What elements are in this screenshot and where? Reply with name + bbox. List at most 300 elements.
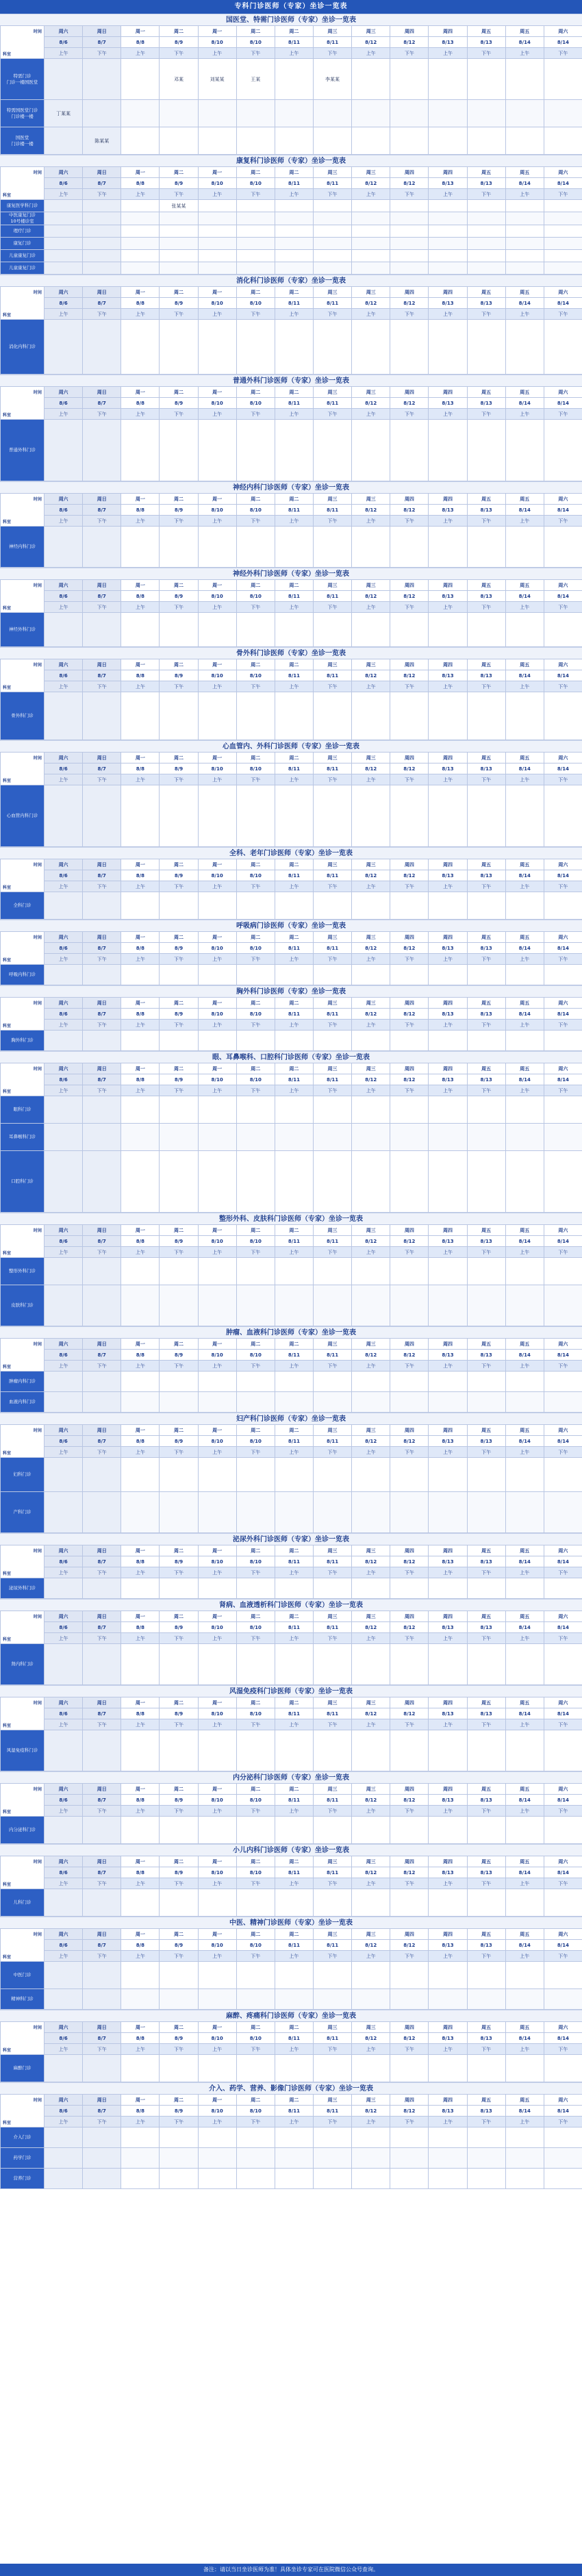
ampm-header: 上午 (429, 516, 467, 527)
clinic-name: 耳鼻喉科门诊 (1, 1124, 45, 1151)
date-header: 8/9 (160, 1009, 198, 1020)
date-header: 8/13 (429, 1556, 467, 1567)
ampm-header: 下午 (83, 516, 121, 527)
ampm-header: 上午 (121, 1806, 160, 1817)
day-header: 周二 (275, 1425, 313, 1436)
date-header: 8/7 (83, 1556, 121, 1567)
schedule-section (0, 1213, 582, 1326)
doctor-cell (467, 1392, 505, 1413)
day-header: 周二 (275, 859, 313, 870)
date-header: 8/13 (467, 1236, 505, 1247)
date-header: 8/11 (275, 1622, 313, 1633)
day-header: 周五 (467, 998, 505, 1009)
ampm-header: 上午 (429, 48, 467, 59)
doctor-cell (313, 1392, 351, 1413)
doctor-cell (83, 1258, 121, 1285)
doctor-cell (121, 127, 160, 155)
doctor-cell (313, 965, 351, 985)
doctor-cell (313, 1096, 351, 1124)
date-header: 8/14 (544, 1236, 582, 1247)
date-header: 8/10 (236, 1556, 275, 1567)
corner-time-label: 时间 (33, 2098, 42, 2103)
date-header: 8/13 (429, 37, 467, 48)
doctor-cell (505, 1644, 544, 1685)
day-header: 周三 (352, 1611, 390, 1622)
ampm-header: 下午 (236, 602, 275, 613)
doctor-cell (467, 127, 505, 155)
section-title: 呼吸病门诊医师（专家）坐诊一览表 (0, 920, 582, 931)
date-header: 8/10 (236, 943, 275, 954)
date-header: 8/6 (45, 398, 83, 409)
date-header: 8/8 (121, 37, 160, 48)
doctor-cell (160, 127, 198, 155)
doctor-cell (313, 1817, 351, 1844)
doctor-cell (83, 59, 121, 100)
day-header: 周一 (121, 2022, 160, 2033)
date-header: 8/11 (313, 1350, 351, 1361)
date-header: 8/13 (467, 943, 505, 954)
ampm-header: 上午 (275, 2117, 313, 2127)
clinic-name: 神经外科门诊 (1, 613, 45, 647)
date-header: 8/13 (467, 763, 505, 774)
doctor-cell (45, 420, 83, 481)
date-header: 8/14 (544, 870, 582, 881)
date-header: 8/10 (198, 1867, 236, 1878)
schedule-section (0, 1917, 582, 2010)
section-title: 神经内科门诊医师（专家）坐诊一览表 (0, 481, 582, 493)
doctor-cell (544, 965, 582, 985)
ampm-header: 下午 (390, 1567, 429, 1578)
corner-time-label: 时间 (33, 935, 42, 940)
ampm-header: 下午 (236, 48, 275, 59)
clinic-name: 内分泌科门诊 (1, 1817, 45, 1844)
day-header: 周三 (313, 2095, 351, 2106)
doctor-cell (544, 1644, 582, 1685)
doctor-cell (544, 262, 582, 275)
ampm-header: 下午 (83, 409, 121, 420)
table-row (1, 250, 582, 262)
clinic-name: 特需门诊 门诊一楼国医堂 (1, 59, 45, 100)
doctor-cell (121, 212, 160, 225)
corner-dept-label: 科室 (3, 606, 12, 611)
doctor-cell (352, 2127, 390, 2148)
date-header: 8/12 (390, 178, 429, 189)
doctor-cell (236, 1817, 275, 1844)
corner-time-label: 时间 (33, 1228, 42, 1233)
doctor-cell (275, 1962, 313, 1989)
table-row (1, 1031, 582, 1051)
corner-time-label: 时间 (33, 1067, 42, 1072)
doctor-cell (429, 1817, 467, 1844)
corner-dept-label: 科室 (3, 1571, 12, 1576)
ampm-header: 下午 (160, 2117, 198, 2127)
doctor-cell (429, 527, 467, 568)
ampm-header: 上午 (121, 1567, 160, 1578)
table-row (1, 1889, 582, 1917)
date-header: 8/13 (429, 1436, 467, 1447)
ampm-header: 下午 (236, 1361, 275, 1372)
day-header: 周六 (544, 1425, 582, 1436)
clinic-name: 全科门诊 (1, 892, 45, 920)
day-header: 周六 (544, 1063, 582, 1074)
date-header: 8/8 (121, 1622, 160, 1633)
date-header: 8/11 (313, 298, 351, 309)
clinic-name: 特需国医堂门诊 门诊楼一楼 (1, 100, 45, 127)
day-header: 周二 (160, 167, 198, 178)
table-row (1, 262, 582, 275)
corner-dept-label: 科室 (3, 885, 12, 890)
doctor-cell (467, 785, 505, 847)
date-header: 8/10 (236, 1795, 275, 1806)
ampm-header: 下午 (390, 681, 429, 692)
day-header: 周三 (352, 753, 390, 763)
day-header: 周三 (352, 1063, 390, 1074)
section-title: 整形外科、皮肤科门诊医师（专家）坐诊一览表 (0, 1213, 582, 1224)
ampm-header: 上午 (198, 1719, 236, 1730)
doctor-cell (160, 420, 198, 481)
doctor-cell (83, 1889, 121, 1917)
date-header: 8/7 (83, 1867, 121, 1878)
doctor-cell (505, 250, 544, 262)
day-header: 周一 (121, 1697, 160, 1708)
doctor-cell (198, 1031, 236, 1051)
ampm-header: 上午 (45, 1633, 83, 1644)
doctor-cell (160, 892, 198, 920)
ampm-header: 下午 (544, 1806, 582, 1817)
doctor-cell (198, 1151, 236, 1213)
ampm-header: 上午 (352, 1361, 390, 1372)
day-header: 周三 (352, 287, 390, 298)
doctor-cell (198, 1730, 236, 1771)
doctor-cell (121, 262, 160, 275)
section-title: 麻醉、疼痛科门诊医师（专家）坐诊一览表 (0, 2010, 582, 2021)
doctor-cell (121, 2055, 160, 2082)
schedule-table (0, 659, 582, 740)
doctor-cell (429, 1124, 467, 1151)
doctor-cell (160, 1889, 198, 1917)
clinic-name: 呼吸内科门诊 (1, 965, 45, 985)
date-header: 8/10 (236, 37, 275, 48)
date-header: 8/11 (275, 1436, 313, 1447)
doctor-cell (45, 59, 83, 100)
doctor-cell (83, 1989, 121, 2010)
doctor-cell (544, 225, 582, 238)
doctor-cell (275, 262, 313, 275)
doctor-cell (83, 100, 121, 127)
doctor-cell (275, 2055, 313, 2082)
doctor-cell (390, 1392, 429, 1413)
date-header: 8/10 (236, 505, 275, 516)
doctor-cell (352, 1031, 390, 1051)
doctor-cell (83, 1458, 121, 1492)
doctor-cell (505, 1031, 544, 1051)
ampm-header: 上午 (352, 1567, 390, 1578)
day-header: 周日 (83, 1339, 121, 1350)
day-header: 周二 (236, 2095, 275, 2106)
doctor-cell (544, 1258, 582, 1285)
doctor-cell (160, 320, 198, 375)
date-header: 8/7 (83, 2033, 121, 2044)
day-header: 周六 (45, 932, 83, 943)
doctor-cell (352, 1889, 390, 1917)
ampm-header: 下午 (160, 1447, 198, 1458)
corner-dept-label: 科室 (3, 1810, 12, 1815)
day-header: 周一 (121, 1063, 160, 1074)
date-header: 8/13 (467, 2106, 505, 2117)
clinic-name: 普通外科门诊 (1, 420, 45, 481)
section-title: 消化科门诊医师（专家）坐诊一览表 (0, 275, 582, 286)
doctor-cell (505, 1962, 544, 1989)
doctor-cell (198, 200, 236, 212)
doctor-cell (352, 1492, 390, 1533)
doctor-cell (352, 200, 390, 212)
date-header: 8/6 (45, 1940, 83, 1951)
ampm-header: 下午 (160, 954, 198, 965)
day-header: 周一 (121, 26, 160, 37)
date-header: 8/11 (275, 1236, 313, 1247)
doctor-cell (429, 250, 467, 262)
ampm-header: 下午 (544, 189, 582, 200)
doctor-cell (45, 2148, 83, 2169)
table-row (1, 100, 582, 127)
ampm-header: 下午 (467, 1719, 505, 1730)
doctor-cell (544, 212, 582, 225)
ampm-header: 上午 (121, 48, 160, 59)
doctor-cell (275, 1151, 313, 1213)
doctor-cell (429, 1962, 467, 1989)
ampm-header: 上午 (45, 602, 83, 613)
table-row (1, 200, 582, 212)
doctor-cell (467, 1031, 505, 1051)
section-title: 小儿内科门诊医师（专家）坐诊一览表 (0, 1844, 582, 1856)
doctor-cell (121, 1096, 160, 1124)
day-header: 周四 (429, 1063, 467, 1074)
date-header: 8/7 (83, 1074, 121, 1085)
date-header: 8/14 (505, 943, 544, 954)
date-header: 8/10 (236, 591, 275, 602)
section-title: 肾病、血液透析科门诊医师（专家）坐诊一览表 (0, 1599, 582, 1611)
table-row (1, 1285, 582, 1326)
date-header: 8/13 (429, 178, 467, 189)
doctor-cell: 陈某某 (83, 127, 121, 155)
doctor-cell (236, 212, 275, 225)
ampm-header: 上午 (121, 409, 160, 420)
date-header: 8/9 (160, 1350, 198, 1361)
doctor-cell (236, 420, 275, 481)
day-header: 周四 (429, 1856, 467, 1867)
doctor-cell (544, 200, 582, 212)
ampm-header: 上午 (505, 309, 544, 320)
day-header: 周六 (45, 998, 83, 1009)
doctor-cell (505, 1285, 544, 1326)
ampm-header: 上午 (429, 1361, 467, 1372)
doctor-cell (275, 212, 313, 225)
schedule-section (0, 1051, 582, 1213)
doctor-cell (505, 2127, 544, 2148)
doctor-cell (45, 225, 83, 238)
doctor-cell (429, 59, 467, 100)
corner-time-label: 时间 (33, 1787, 42, 1792)
date-header: 8/7 (83, 398, 121, 409)
day-header: 周二 (236, 1784, 275, 1795)
corner-time-label: 时间 (33, 390, 42, 395)
day-header: 周二 (160, 859, 198, 870)
table-row (1, 1124, 582, 1151)
ampm-header: 上午 (275, 1719, 313, 1730)
doctor-cell (275, 1285, 313, 1326)
date-header: 8/13 (467, 591, 505, 602)
ampm-header: 下午 (390, 309, 429, 320)
ampm-header: 下午 (467, 1878, 505, 1889)
ampm-header: 上午 (505, 681, 544, 692)
date-header: 8/13 (429, 2106, 467, 2117)
day-header: 周三 (313, 1856, 351, 1867)
doctor-cell (544, 613, 582, 647)
ampm-header: 下午 (236, 409, 275, 420)
day-header: 周一 (198, 387, 236, 398)
table-row (1, 1258, 582, 1285)
day-header: 周三 (313, 659, 351, 670)
day-header: 周四 (429, 26, 467, 37)
date-header: 8/10 (198, 1556, 236, 1567)
day-header: 周四 (390, 1697, 429, 1708)
schedule-table (0, 859, 582, 920)
doctor-cell (236, 1962, 275, 1989)
ampm-header: 下午 (313, 602, 351, 613)
doctor-cell (45, 1031, 83, 1051)
doctor-cell (505, 1458, 544, 1492)
ampm-header: 上午 (429, 189, 467, 200)
doctor-cell (467, 59, 505, 100)
date-header: 8/12 (390, 1867, 429, 1878)
ampm-header: 下午 (83, 2117, 121, 2127)
doctor-cell (429, 965, 467, 985)
date-header: 8/13 (467, 1009, 505, 1020)
day-header: 周日 (83, 387, 121, 398)
date-header: 8/8 (121, 1436, 160, 1447)
doctor-cell (352, 238, 390, 250)
date-header: 8/13 (467, 1795, 505, 1806)
doctor-cell (121, 1492, 160, 1533)
section-title: 神经外科门诊医师（专家）坐诊一览表 (0, 568, 582, 579)
corner-dept-label: 科室 (3, 520, 12, 525)
doctor-cell (198, 2169, 236, 2189)
doctor-cell (198, 100, 236, 127)
corner-header (1, 287, 45, 320)
day-header: 周二 (275, 2022, 313, 2033)
day-header: 周一 (121, 1425, 160, 1436)
date-header: 8/14 (505, 398, 544, 409)
date-header: 8/9 (160, 763, 198, 774)
date-header: 8/8 (121, 298, 160, 309)
doctor-cell (505, 420, 544, 481)
date-header: 8/10 (198, 1622, 236, 1633)
doctor-cell (467, 1258, 505, 1285)
date-header: 8/14 (544, 1622, 582, 1633)
day-header: 周四 (390, 2022, 429, 2033)
doctor-cell (198, 2148, 236, 2169)
day-header: 周二 (160, 387, 198, 398)
date-header: 8/8 (121, 1009, 160, 1020)
ampm-header: 上午 (505, 1633, 544, 1644)
schedule-table (0, 1928, 582, 2010)
doctor-cell (83, 1578, 121, 1599)
ampm-header: 下午 (236, 1567, 275, 1578)
doctor-cell: 邓某 (160, 59, 198, 100)
table-row (1, 1151, 582, 1213)
doctor-cell (160, 1458, 198, 1492)
day-header: 周六 (544, 287, 582, 298)
date-header: 8/13 (429, 1009, 467, 1020)
doctor-cell (505, 613, 544, 647)
day-header: 周四 (390, 2095, 429, 2106)
day-header: 周二 (275, 1784, 313, 1795)
doctor-cell (352, 1989, 390, 2010)
date-header: 8/10 (198, 37, 236, 48)
doctor-cell (198, 965, 236, 985)
doctor-cell (467, 692, 505, 740)
doctor-cell (236, 1492, 275, 1533)
ampm-header: 下午 (544, 1633, 582, 1644)
doctor-cell (467, 1151, 505, 1213)
ampm-header: 下午 (390, 1878, 429, 1889)
date-header: 8/13 (429, 670, 467, 681)
doctor-cell (160, 225, 198, 238)
ampm-header: 下午 (236, 1719, 275, 1730)
date-header: 8/10 (198, 1009, 236, 1020)
day-header: 周五 (505, 1784, 544, 1795)
doctor-cell (45, 127, 83, 155)
doctor-cell (313, 1962, 351, 1989)
doctor-cell (352, 262, 390, 275)
day-header: 周三 (313, 998, 351, 1009)
ampm-header: 下午 (236, 774, 275, 785)
corner-dept-label: 科室 (3, 2121, 12, 2125)
doctor-cell (467, 1889, 505, 1917)
ampm-header: 上午 (121, 954, 160, 965)
doctor-cell (121, 2127, 160, 2148)
doctor-cell (236, 2127, 275, 2148)
corner-header (1, 1545, 45, 1578)
date-header: 8/7 (83, 1236, 121, 1247)
doctor-cell (121, 1730, 160, 1771)
doctor-cell (45, 238, 83, 250)
ampm-header: 上午 (45, 1719, 83, 1730)
ampm-header: 下午 (83, 1020, 121, 1031)
doctor-cell: 张某某 (160, 200, 198, 212)
doctor-cell (198, 1458, 236, 1492)
day-header: 周四 (429, 494, 467, 505)
doctor-cell (505, 238, 544, 250)
day-header: 周五 (505, 1339, 544, 1350)
ampm-header: 下午 (83, 681, 121, 692)
day-header: 周日 (83, 753, 121, 763)
ampm-header: 下午 (544, 1247, 582, 1258)
doctor-cell (236, 692, 275, 740)
date-header: 8/8 (121, 1236, 160, 1247)
date-header: 8/14 (544, 505, 582, 516)
doctor-cell (236, 225, 275, 238)
ampm-header: 上午 (352, 409, 390, 420)
date-header: 8/10 (198, 1795, 236, 1806)
date-header: 8/13 (467, 870, 505, 881)
ampm-header: 上午 (505, 2044, 544, 2055)
doctor-cell (160, 1031, 198, 1051)
doctor-cell (429, 1730, 467, 1771)
ampm-header: 上午 (198, 954, 236, 965)
corner-dept-label: 科室 (3, 1451, 12, 1456)
doctor-cell (275, 2148, 313, 2169)
